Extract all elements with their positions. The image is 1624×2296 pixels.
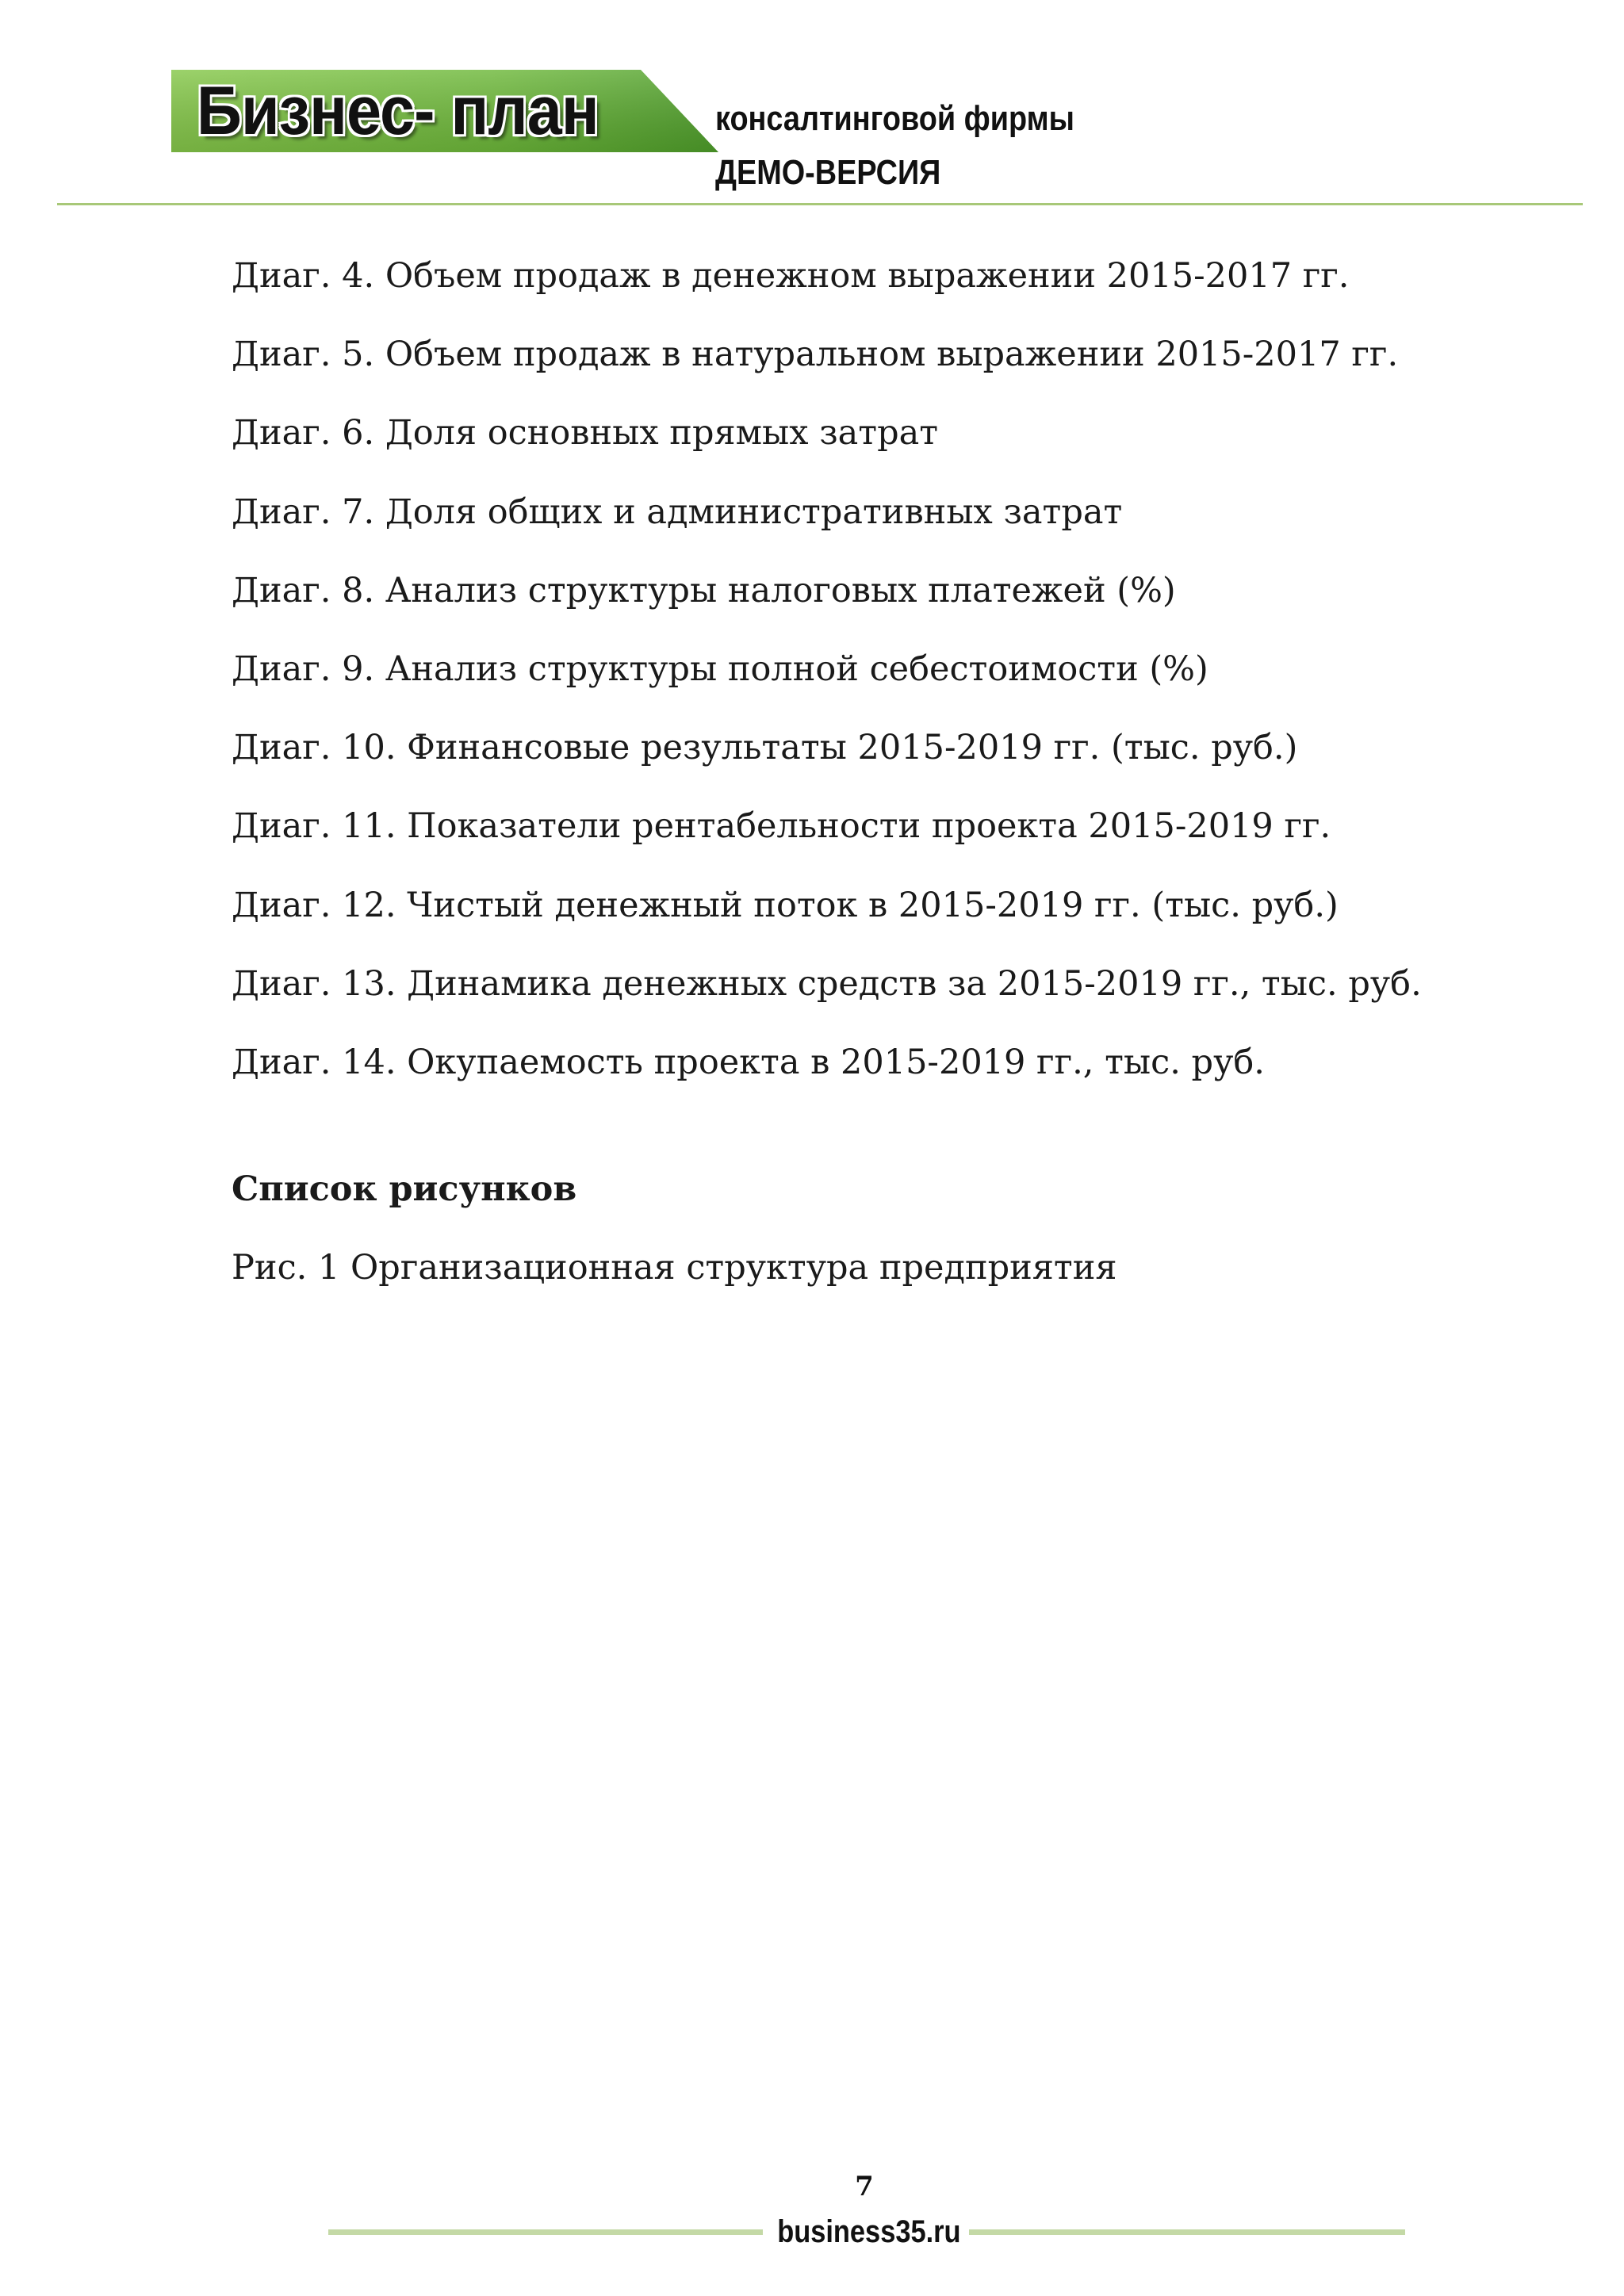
- figures-section-title: Список рисунков: [232, 1169, 577, 1209]
- figure-list-item: Рис. 1 Организационная структура предприятия: [232, 1247, 1117, 1288]
- header-subtitle: консалтинговой фирмы: [715, 99, 1074, 138]
- diagram-list-item: Диаг. 10. Финансовые результаты 2015-2019 гг. (тыс. руб.): [232, 728, 1298, 768]
- footer-line-left: [328, 2229, 763, 2235]
- diagram-list-item: Диаг. 7. Доля общих и административных затрат: [232, 492, 1123, 532]
- diagram-list-item: Диаг. 4. Объем продаж в денежном выражении 2015-2017 гг.: [232, 256, 1350, 296]
- figure-list: [232, 1244, 1421, 1292]
- page-number: 7: [855, 2171, 874, 2202]
- document-body: [232, 252, 1421, 1322]
- diagram-list-item: Диаг. 13. Динамика денежных средств за 2015-2019 гг., тыс. руб.: [232, 963, 1422, 1004]
- diagram-list-item: Диаг. 11. Показатели рентабельности проекта 2015-2019 гг.: [232, 806, 1331, 847]
- diagram-list-item: Диаг. 8. Анализ структуры налоговых платежей (%): [232, 570, 1176, 610]
- diagram-list: [232, 252, 1421, 1086]
- logo-title: Бизнес- план: [197, 73, 599, 149]
- diagram-list-item: Диаг. 5. Объем продаж в натуральном выражении 2015-2017 гг.: [232, 335, 1399, 375]
- header-divider: [57, 203, 1583, 205]
- demo-version-label: ДЕМО-ВЕРСИЯ: [715, 153, 941, 192]
- logo-banner: [171, 70, 718, 152]
- diagram-list-item: Диаг. 9. Анализ структуры полной себестоимости (%): [232, 649, 1208, 689]
- diagram-list-item: Диаг. 6. Доля основных прямых затрат: [232, 413, 939, 453]
- page-header: [0, 0, 1624, 214]
- footer-line-right: [969, 2229, 1405, 2235]
- footer-site-link[interactable]: business35.ru: [777, 2214, 961, 2249]
- diagram-list-item: Диаг. 14. Окупаемость проекта в 2015-2019 гг., тыс. руб.: [232, 1042, 1265, 1082]
- diagram-list-item: Диаг. 12. Чистый денежный поток в 2015-2019 гг. (тыс. руб.): [232, 885, 1339, 925]
